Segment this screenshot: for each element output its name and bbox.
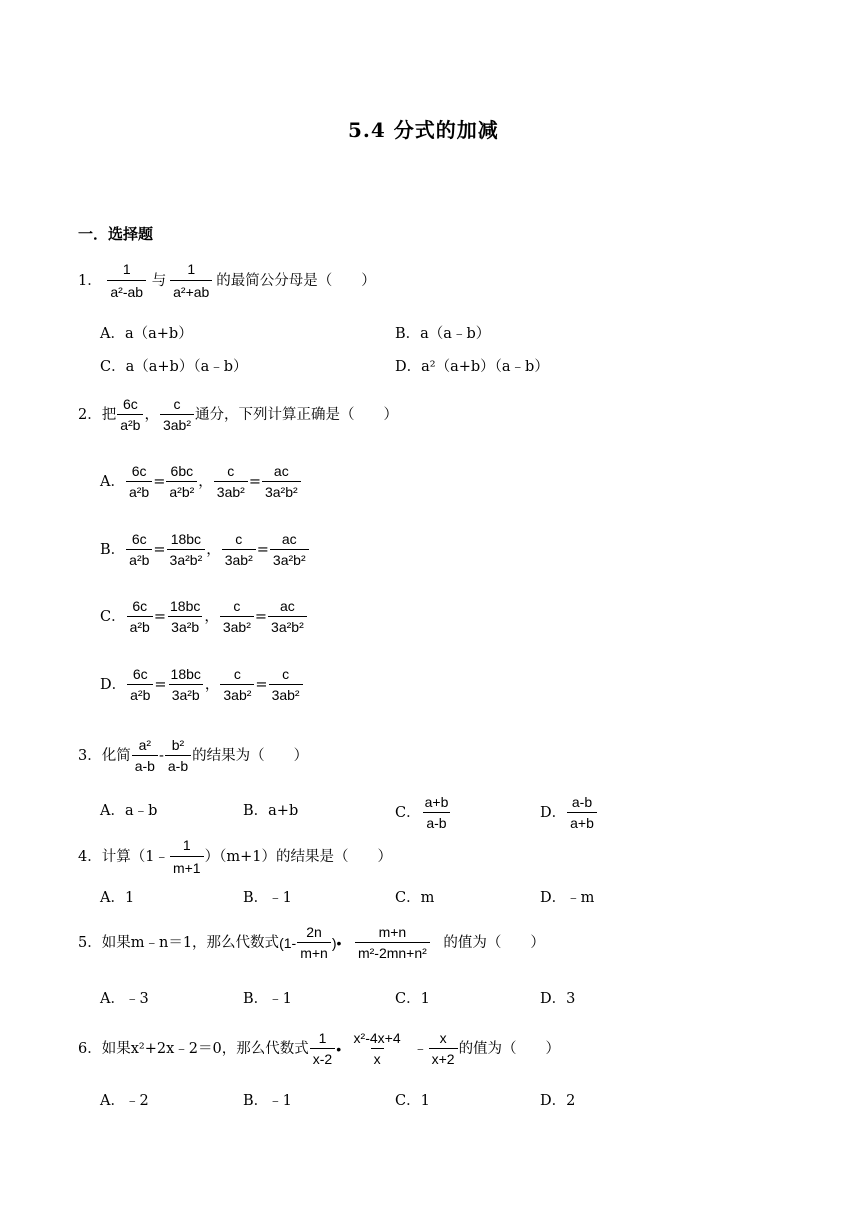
option-d: D．a²（a+b）（a﹣b） [395, 359, 549, 375]
question-text: C． [100, 609, 126, 625]
option-a: A．﹣2 [100, 1093, 149, 1109]
question-text: = [153, 474, 166, 490]
numerator: 18bc [170, 666, 201, 682]
numerator: ac [273, 463, 289, 479]
option-b [100, 531, 310, 569]
denominator: a²b [127, 616, 153, 636]
question-text: D． [100, 677, 127, 693]
question-text: 把 [101, 407, 117, 423]
question-text: 的最简公分母是（ ） [216, 273, 376, 289]
numerator: 1 [318, 1030, 327, 1046]
denominator: a-b [165, 755, 191, 775]
numerator: a-b [571, 794, 593, 810]
fraction [160, 396, 194, 434]
option-a: A．a﹣b [100, 803, 158, 819]
denominator: 3a²b [168, 616, 202, 636]
fraction [170, 836, 204, 878]
option-c: C．m [395, 890, 435, 906]
numerator: x [439, 1030, 447, 1046]
option-c: C．1 [395, 991, 430, 1007]
denominator: x-2 [310, 1048, 335, 1068]
fraction [310, 1030, 335, 1068]
option-c: C．a（a+b）（a﹣b） [100, 359, 248, 375]
numerator: c [233, 598, 241, 614]
denominator: a+b [567, 812, 597, 832]
fraction [126, 531, 152, 569]
numerator: 6c [131, 463, 147, 479]
numerator: 6c [132, 598, 148, 614]
question-1 [78, 260, 376, 302]
option-b: B．a（a﹣b） [395, 326, 491, 342]
fraction [165, 737, 191, 775]
option-a: A．a（a+b） [100, 326, 193, 342]
option-b: B．a+b [243, 803, 299, 819]
question-text: = [254, 609, 268, 625]
denominator: a²b [117, 414, 143, 434]
question-number: 6． [78, 1041, 102, 1057]
option-d: D．3 [540, 991, 576, 1007]
numerator: ac [279, 598, 295, 614]
question-number: 5． [78, 935, 102, 951]
denominator: m²-2mn+n² [355, 942, 430, 962]
denominator: x [371, 1048, 384, 1068]
fraction [269, 666, 303, 704]
question-number: 4． [78, 849, 102, 865]
fraction [127, 666, 153, 704]
question-text: B． [100, 542, 126, 558]
question-text: )• [331, 935, 342, 951]
question-text: ， [206, 542, 221, 558]
denominator: m+1 [170, 856, 204, 878]
question-text: ， [198, 474, 213, 490]
question-text: 与 [151, 273, 167, 289]
question-5 [78, 924, 545, 962]
question-text: • [336, 1041, 342, 1057]
fraction [127, 598, 153, 636]
denominator: 3a²b² [262, 481, 301, 501]
numerator: m+n [378, 924, 407, 940]
option-b: B．﹣1 [243, 890, 292, 906]
denominator: 3ab² [269, 684, 303, 704]
denominator: a²b [126, 481, 152, 501]
question-number: 2． [78, 407, 102, 423]
fraction [220, 666, 254, 704]
question-number: 3． [78, 748, 102, 764]
fraction [262, 463, 301, 501]
numerator: 2n [306, 924, 322, 940]
numerator: c [233, 666, 241, 682]
question-text: 的结果为（ ） [192, 748, 309, 764]
option-b: B．﹣1 [243, 1093, 292, 1109]
denominator: 3ab² [222, 549, 256, 569]
fraction [168, 666, 204, 704]
denominator: 3ab² [220, 616, 254, 636]
question-6 [78, 1030, 560, 1068]
question-text: C． [395, 805, 421, 821]
denominator: 3ab² [220, 684, 254, 704]
denominator: 3ab² [214, 481, 248, 501]
question-4 [78, 836, 392, 878]
denominator: a²-ab [107, 280, 146, 302]
denominator: m+n [297, 942, 331, 962]
denominator: 3a²b [169, 684, 203, 704]
numerator: 18bc [170, 598, 201, 614]
question-2 [78, 396, 398, 434]
question-text: = [154, 677, 167, 693]
fraction [220, 598, 254, 636]
question-text: (1- [279, 935, 297, 951]
question-text: = [153, 542, 166, 558]
fraction [342, 1030, 412, 1068]
option-d [100, 666, 304, 704]
denominator: 3a²b² [270, 549, 309, 569]
fraction [166, 463, 197, 501]
numerator: 1 [182, 837, 191, 853]
question-text: ， [204, 677, 220, 693]
question-text: 如果x²+2x﹣2＝0，那么代数式 [101, 1041, 309, 1057]
option-b: B．﹣1 [243, 991, 292, 1007]
denominator: a²b [127, 684, 153, 704]
question-text: 的值为（ ） [443, 935, 545, 951]
fraction [268, 598, 307, 636]
denominator: 3ab² [160, 414, 194, 434]
numerator: 6c [122, 396, 138, 412]
question-text: 化简 [101, 748, 131, 764]
numerator: 6bc [170, 463, 194, 479]
numerator: ac [281, 531, 297, 547]
numerator: a+b [424, 794, 449, 810]
option-c: C．1 [395, 1093, 430, 1109]
denominator: 3a²b² [167, 549, 206, 569]
option-d: D．2 [540, 1093, 576, 1109]
denominator: a²+ab [170, 280, 212, 302]
question-text: = [255, 677, 268, 693]
numerator: 1 [187, 261, 196, 277]
fraction [167, 598, 203, 636]
numerator: a² [138, 737, 152, 753]
question-3 [78, 737, 308, 775]
denominator: a²b² [166, 481, 197, 501]
fraction [167, 260, 215, 302]
fraction [117, 396, 143, 434]
fraction [214, 463, 248, 501]
fraction [126, 463, 152, 501]
numerator: c [227, 463, 235, 479]
question-text: 的值为（ ） [458, 1041, 561, 1057]
question-text: ）（m+1）的结果是（ ） [204, 849, 392, 865]
fraction [270, 531, 309, 569]
page-title: 5.4 分式的加减 [348, 118, 499, 142]
fraction [422, 794, 452, 832]
denominator: 3a²b² [268, 616, 307, 636]
fraction [167, 531, 206, 569]
question-text: D． [540, 805, 567, 821]
question-text: ， [144, 407, 159, 423]
numerator: 18bc [170, 531, 202, 547]
numerator: 6c [131, 531, 147, 547]
numerator: x²-4x+4 [353, 1030, 401, 1046]
question-text: ﹣ [413, 1041, 428, 1057]
question-text: 如果m﹣n＝1，那么代数式 [101, 935, 280, 951]
option-c [100, 598, 308, 636]
option-a: A．1 [100, 890, 135, 906]
question-text: - [158, 748, 164, 764]
denominator: a²b [126, 549, 152, 569]
option-d: D．﹣m [540, 890, 595, 906]
denominator: a-b [423, 812, 449, 832]
option-a: A．﹣3 [100, 991, 149, 1007]
numerator: b² [171, 737, 185, 753]
denominator: a-b [132, 755, 158, 775]
option-d [540, 794, 598, 832]
question-text: = [256, 542, 269, 558]
fraction [429, 1030, 458, 1068]
question-number: 1． [78, 273, 102, 289]
numerator: c [173, 396, 181, 412]
question-text: = [248, 474, 261, 490]
fraction [342, 924, 442, 962]
option-a [100, 463, 302, 501]
question-text: 通分，下列计算正确是（ ） [195, 407, 398, 423]
numerator: 1 [122, 261, 131, 277]
numerator: c [282, 666, 290, 682]
section-heading: 一．选择题 [78, 225, 154, 243]
fraction [132, 737, 158, 775]
fraction [567, 794, 597, 832]
denominator: x+2 [429, 1048, 458, 1068]
fraction [297, 924, 331, 962]
fraction [222, 531, 256, 569]
question-text: A． [100, 474, 125, 490]
question-text: = [153, 609, 166, 625]
question-text: 计算（1﹣ [101, 849, 169, 865]
question-text: ， [204, 609, 219, 625]
fraction [103, 260, 151, 302]
numerator: c [235, 531, 243, 547]
option-c [395, 794, 452, 832]
numerator: 6c [132, 666, 148, 682]
